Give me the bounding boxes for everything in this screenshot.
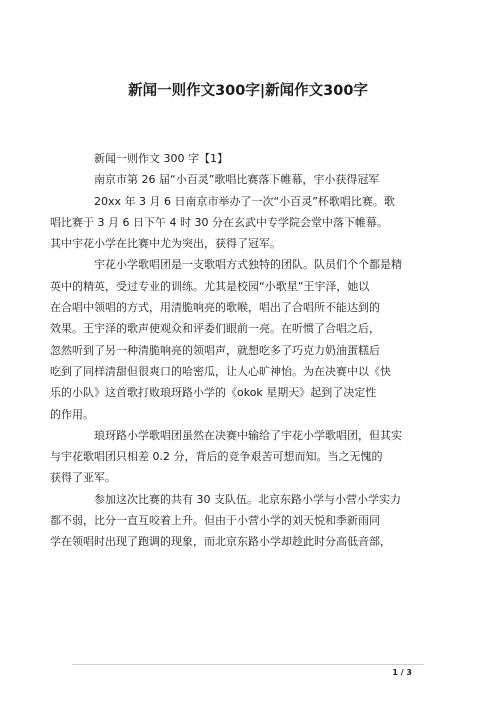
text-line: 与宇花歌唱团只相差 0.2 分，背后的竞争艰苦可想而知。当之无愧的 [50, 450, 383, 464]
page-number: 1 / 3 [392, 668, 412, 677]
text-line: 获得了亚军。 [50, 471, 116, 485]
text-line: 参加这次比赛的共有 30 支队伍。北京东路小学与小营小学实力 [94, 492, 401, 506]
text-line: 琅玡路小学歌唱团虽然在决赛中输给了宇花小学歌唱团，但其实 [94, 428, 402, 442]
paragraph [50, 489, 432, 553]
text-line: 乐的小队》这首歌打败琅玡路小学的《okok 星期天》起到了决定性 [50, 386, 377, 400]
text-line: 唱比赛于 3 月 6 日下午 4 时 30 分在玄武中专学院会堂中落下帷幕。 [50, 215, 388, 229]
text-line: 南京市第 26 届“小百灵”歌唱比赛落下帷幕，宇小获得冠军 [94, 173, 380, 187]
document-title: 新闻一则作文300字|新闻作文300字 [128, 83, 368, 99]
text-line: 吃到了同样清甜但很爽口的哈密瓜，让人心旷神怡。为在决赛中以《快 [50, 364, 391, 378]
text-line: 其中宇花小学在比赛中尤为突出，获得了冠军。 [50, 237, 281, 251]
text-line: 英中的精英，受过专业的训练。尤其是校园“小歌星”王宇泽，她以 [50, 279, 370, 293]
text-line: 学在领唱时出现了跑调的现象，而北京东路小学却趁此时分高低音部， [50, 535, 391, 549]
document-body [50, 148, 432, 553]
text-line: 在合唱中领唱的方式，用清脆响亮的歌喉，唱出了合唱所不能达到的 [50, 301, 380, 315]
section-heading [72, 148, 432, 169]
paragraph [50, 254, 432, 424]
paragraph [72, 169, 432, 190]
footer-divider [72, 664, 424, 665]
text-line: 都不弱，比分一直互咬着上升。但由于小营小学的刘天悦和季新雨同 [50, 514, 380, 528]
text-line: 的作用。 [50, 407, 94, 421]
paragraph [50, 191, 432, 255]
text-line: 忽然听到了另一种清脆响亮的领唱声，就想吃多了巧克力奶油蛋糕后 [50, 343, 380, 357]
text-line: 效果。王宇泽的歌声使观众和评委们眼前一亮。在听惯了合唱之后， [50, 322, 380, 336]
text-line: 20xx 年 3 月 6 日南京市举办了一次“小百灵”杯歌唱比赛。歌 [94, 194, 395, 208]
text-line: 新闻一则作文 300 字【1】 [94, 152, 228, 165]
paragraph [50, 425, 432, 489]
text-line: 宇花小学歌唱团是一支歌唱方式独特的团队。队员们个个都是精 [94, 258, 402, 272]
